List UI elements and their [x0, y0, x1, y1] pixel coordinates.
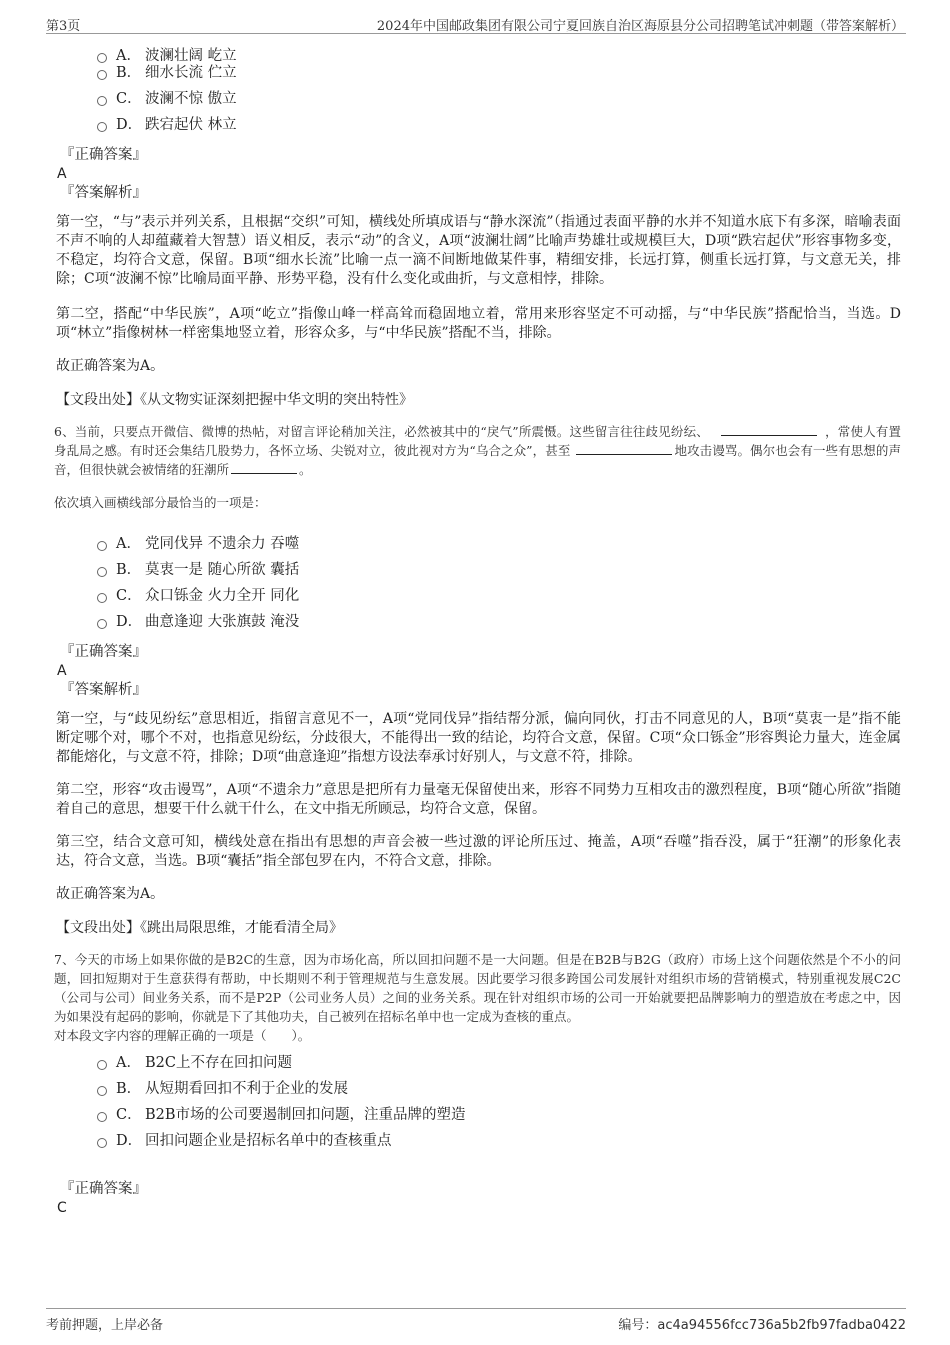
- question-6-prompt: 依次填入画横线部分最恰当的一项是：: [54, 495, 267, 510]
- source-citation: 【文段出处】《跳出局限思维，才能看清全局》: [56, 920, 343, 936]
- q5-option-c[interactable]: C． 波澜不惊 傲立: [56, 87, 901, 113]
- q6-option-c[interactable]: C． 众口铄金 火力全开 同化: [56, 584, 901, 610]
- analysis-conclusion: 故正确答案为A。: [56, 886, 165, 902]
- q6-option-a[interactable]: A． 党同伐异 不遗余力 吞噬: [56, 532, 901, 558]
- correct-answer-label: 『正确答案』: [60, 644, 147, 660]
- correct-answer-value: A: [57, 166, 67, 182]
- q5-options: [56, 44, 901, 139]
- q5-option-b[interactable]: B． 细水长流 伫立: [56, 61, 901, 87]
- q6-options: [56, 532, 901, 636]
- page-content: [56, 44, 901, 1217]
- analysis-paragraph: 第二空，搭配“中华民族”，A项“屹立”指像山峰一样高耸而稳固地立着，常用来形容坚定不可动摇，与“中华民族”搭配恰当，当选。D项“林立”指像树林一样密集地竖立着，形容众多，与“中华民族”搭配不当，排除。: [56, 306, 901, 341]
- q5-option-d[interactable]: D． 跌宕起伏 林立: [56, 113, 901, 139]
- radio-button-icon[interactable]: [97, 1060, 107, 1070]
- fill-blank: [576, 442, 672, 455]
- radio-button-icon[interactable]: [97, 541, 107, 551]
- radio-button-icon[interactable]: [97, 567, 107, 577]
- q7-options: [56, 1051, 901, 1155]
- radio-button-icon[interactable]: [97, 1086, 107, 1096]
- analysis-label: 『答案解析』: [60, 682, 147, 698]
- analysis-paragraph: 第一空，“与”表示并列关系，且根据“交织”可知，横线处所填成语与“静水深流”（指通过表面平静的水并不知道水底下有多深，暗喻表面不声不响的人却蕴藏着大智慧）语义相反，表示“动”的含义，A项“波澜壮阔”比喻声势雄壮或规模巨大，D项“跌宕起伏”形容事物多变，不稳定，均符合文意，保留。B项“细水长流”比喻一点一滴不间断地做某件事，精细安排，长远打算，侧重长远打算，与文意无关，排除；C项“波澜不惊”比喻局面平静、形势平稳，没有什么变化或曲折，与文意相悖，排除。: [56, 214, 901, 287]
- fill-blank: [721, 423, 817, 436]
- radio-button-icon[interactable]: [97, 619, 107, 629]
- correct-answer-value: A: [57, 663, 67, 679]
- analysis-paragraph: 第一空，与“歧见纷纭”意思相近，指留言意见不一，A项“党同伐异”指结帮分派，偏向同伙，打击不同意见的人，B项“莫衷一是”指不能断定哪个对，哪个不对，也指意见纷纭，分歧很大，不能得出一致的结论，均符合文意，保留。C项“众口铄金”形容舆论力量大，连金属都能熔化，与文意不符，排除；D项“曲意逢迎”指想方设法奉承讨好别人，与文意不符，排除。: [56, 711, 901, 765]
- question-7-prompt: 对本段文字内容的理解正确的一项是（ ）。: [54, 1028, 311, 1043]
- q5-option-a[interactable]: A． 波澜壮阔 屹立: [56, 44, 901, 61]
- analysis-paragraph: 第三空，结合文意可知，横线处意在指出有思想的声音会被一些过激的评论所压过、掩盖，A项“吞噬”指吞没，属于“狂潮”的形象化表达，符合文意，当选。B项“囊括”指全部包罗在内，不符合文意，排除。: [56, 834, 901, 869]
- radio-button-icon[interactable]: [97, 1112, 107, 1122]
- page-header: [46, 12, 906, 34]
- radio-button-icon[interactable]: [97, 122, 107, 132]
- question-6-stem: 6、当前，只要点开微信、微博的热帖，对留言评论稍加关注，必然被其中的“戾气”所震慑。这些留言往往歧见纷纭、 ，常使人有置身乱局之感。有时还会集结几股势力，各怀立场、尖锐对立，彼此视对方为“乌合之众”，甚至 地攻击谩骂。偶尔也会有一些有思想的声音，但很快就会被情绪的狂潮所 。: [54, 424, 901, 477]
- source-citation: 【文段出处】《从文物实证深刻把握中华文明的突出特性》: [56, 392, 413, 408]
- q7-option-a[interactable]: A． B2C上不存在回扣问题: [56, 1051, 901, 1077]
- correct-answer-label: 『正确答案』: [60, 1181, 147, 1197]
- document-code: 编号：ac4a94556fcc736a5b2fb97fadba0422: [618, 1318, 906, 1333]
- q7-option-d[interactable]: D． 回扣问题企业是招标名单中的查核重点: [56, 1129, 901, 1155]
- correct-answer-value: C: [57, 1200, 67, 1216]
- page-footer: [46, 1308, 906, 1332]
- q6-option-d[interactable]: D． 曲意逢迎 大张旗鼓 淹没: [56, 610, 901, 636]
- analysis-paragraph: 第二空，形容“攻击谩骂”，A项“不遗余力”意思是把所有力量毫无保留使出来，形容不同势力互相攻击的激烈程度，B项“随心所欲”指随着自己的意思，想要干什么就干什么，在文中指无所顾忌，均符合文意，保留。: [56, 782, 901, 817]
- analysis-conclusion: 故正确答案为A。: [56, 358, 165, 374]
- q7-option-b[interactable]: B． 从短期看回扣不利于企业的发展: [56, 1077, 901, 1103]
- correct-answer-label: 『正确答案』: [60, 147, 147, 163]
- radio-button-icon[interactable]: [97, 593, 107, 603]
- footer-slogan: 考前押题，上岸必备: [46, 1318, 164, 1333]
- q7-option-c[interactable]: C． B2B市场的公司要遏制回扣问题，注重品牌的塑造: [56, 1103, 901, 1129]
- radio-button-icon[interactable]: [97, 1138, 107, 1148]
- document-title: 2024年中国邮政集团有限公司宁夏回族自治区海原县分公司招聘笔试冲刺题（带答案解析）: [376, 19, 904, 34]
- question-7-stem: 7、今天的市场上如果你做的是B2C的生意，因为市场化高，所以回扣问题不是一大问题。但是在B2B与B2G（政府）市场上这个问题依然是个不小的问题，回扣短期对于生意获得有帮助，中长期则不利于管理规范与生意发展。因此要学习很多跨国公司发展针对组织市场的营销模式，特别重视发展C2C（公司与公司）间业务关系，而不是P2P（公司业务人员）之间的业务关系。现在针对组织市场的公司一开始就要把品牌影响力的塑造放在考虑之中，因为如果没有起码的影响，你就是下了其他功夫，自己被列在招标名单中也一定成为查核的重点。: [54, 952, 901, 1024]
- analysis-label: 『答案解析』: [60, 185, 147, 201]
- fill-blank: [231, 461, 297, 474]
- q6-option-b[interactable]: B． 莫衷一是 随心所欲 囊括: [56, 558, 901, 584]
- radio-button-icon[interactable]: [97, 96, 107, 106]
- radio-button-icon[interactable]: [97, 70, 107, 80]
- page-number: 第3页: [46, 19, 81, 34]
